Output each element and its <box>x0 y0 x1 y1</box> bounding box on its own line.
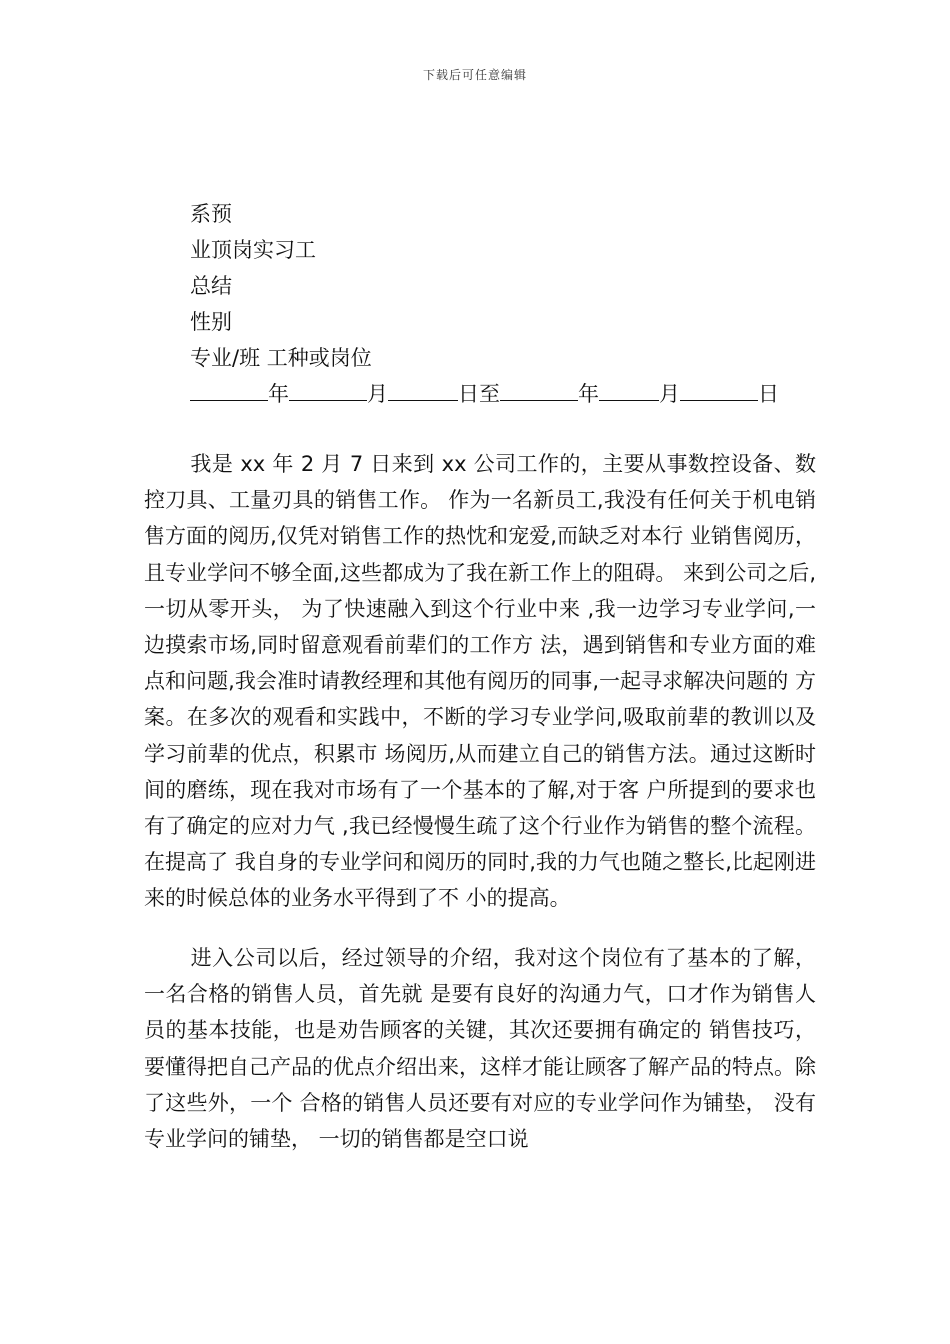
paragraph-1-text: 我是 xx 年 2 月 7 日来到 xx 公司工作的，主要从事数控设备、数控刀具、工量刃具的销售工作。 作为一名新员工,我没有任何关于机电销售方面的阅历,仅凭对销售工作的热忱和宠爱,而缺乏对本行 业销售阅历， 且专业学问不够全面,这些都成为了我在新工作上的阻碍。 来到公司之后,一切从零开头， 为了快速融入到这个行业中来 ,我一边学习专业学问,一边摸索市场,同时留意观看前辈们的工作方 法，遇到销售和专业方面的难点和问题,我会准时请教经理和其他有阅历的同事,一起寻求解决问题的 方案。在多次的观看和实践中，不断的学习专业学问,吸取前辈的教训以及学习前辈的优点，积累市 场阅历,从而建立自己的销售方法。通过这断时间的磨练，现在我对市场有了一个基本的了解,对于客 户所提到的要求也有了确定的应对力气 ,我已经慢慢生疏了这个行业作为销售的整个流程。在提高了 我自身的专业学问和阅历的同时,我的力气也随之整长,比起刚进来的时候总体的业务水平得到了不 小的提高。 <box>144 452 816 911</box>
cover-line-major: 专业/班 工种或岗位 <box>190 346 372 370</box>
cover-line-department: 系预 <box>190 202 232 226</box>
blank-month-start <box>289 376 367 401</box>
label-day-end: 日 <box>758 382 779 406</box>
body-paragraph-1 <box>144 446 816 917</box>
body-paragraph-2 <box>144 940 816 1157</box>
blank-year-start <box>190 376 268 401</box>
blank-day-end <box>680 376 758 401</box>
cover-line-summary: 总结 <box>190 274 232 298</box>
header-note: 下载后可任意编辑 <box>422 68 527 82</box>
label-day-to: 日至 <box>458 382 500 406</box>
blank-month-end <box>599 376 659 401</box>
label-year-start: 年 <box>268 382 289 406</box>
cover-block <box>190 196 779 412</box>
blank-day-start <box>388 376 458 401</box>
blank-year-end <box>500 376 578 401</box>
paragraph-2-text: 进入公司以后，经过领导的介绍，我对这个岗位有了基本的了解，一名合格的销售人员，首先就 是要有良好的沟通力气，口才作为销售人员的基本技能，也是劝告顾客的关键，其次还要拥有确定的 销售技巧，要懂得把自己产品的优点介绍出来，这样才能让顾客了解产品的特点。除了这些外，一个 合格的销售人员还要有对应的专业学问作为铺垫， 没有专业学问的铺垫， 一切的销售都是空口说 <box>144 946 816 1152</box>
label-year-end: 年 <box>578 382 599 406</box>
label-month-end: 月 <box>659 382 680 406</box>
cover-line-title: 业顶岗实习工 <box>190 238 316 262</box>
date-range-line <box>190 376 779 412</box>
label-month-start: 月 <box>367 382 388 406</box>
cover-line-gender: 性别 <box>190 310 232 334</box>
